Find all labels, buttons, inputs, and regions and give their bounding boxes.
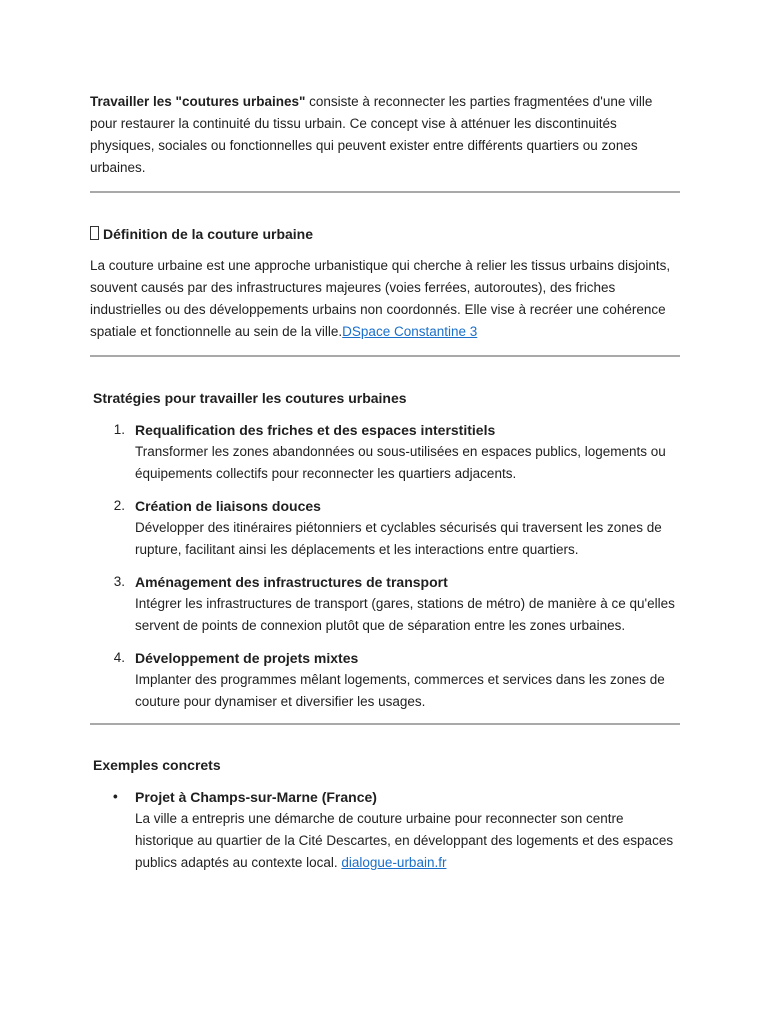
intro-text: consiste à reconnecter les parties fragmentées d'une ville pour restaurer la continuité du tissu urbain. Ce concept vise à atténuer les discontinuités physiques, sociales ou fonctionnelles qui peuvent exister entre différents quartiers ou zones urbaines. bbox=[90, 94, 653, 175]
list-number: 3. bbox=[113, 574, 125, 589]
list-item bbox=[90, 419, 680, 485]
list-item bbox=[90, 786, 680, 874]
section-divider-2 bbox=[90, 355, 680, 357]
strategy-title: Requalification des friches et des espaces interstitiels bbox=[135, 422, 496, 438]
strategy-text: Développer des itinéraires piétonniers et cyclables sécurisés qui traversent les zones de rupture, facilitant ainsi les déplacements et les interactions entre quartiers. bbox=[135, 520, 662, 557]
list-number: 2. bbox=[113, 498, 125, 513]
example-title: Projet à Champs-sur-Marne (France) bbox=[135, 789, 377, 805]
intro-paragraph bbox=[90, 91, 680, 179]
list-number: 4. bbox=[113, 650, 125, 665]
section-divider-1 bbox=[90, 191, 680, 193]
examples-heading: Exemples concrets bbox=[93, 757, 221, 773]
strategies-list bbox=[90, 419, 680, 713]
dspace-constantine-link[interactable]: DSpace Constantine 3 bbox=[342, 324, 478, 339]
list-item bbox=[90, 571, 680, 637]
strategy-title: Aménagement des infrastructures de transport bbox=[135, 574, 448, 590]
intro-bold-lead: Travailler les "coutures urbaines" bbox=[90, 94, 306, 109]
list-item bbox=[90, 647, 680, 713]
definition-heading bbox=[90, 223, 680, 245]
document-content bbox=[90, 91, 680, 884]
definition-paragraph bbox=[90, 255, 680, 343]
strategies-heading: Stratégies pour travailler les coutures urbaines bbox=[93, 390, 407, 406]
strategy-text: Transformer les zones abandonnées ou sous-utilisées en espaces publics, logements ou équipements collectifs pour reconnecter les quartiers adjacents. bbox=[135, 444, 666, 481]
bullet-marker: • bbox=[113, 789, 118, 804]
missing-glyph-icon bbox=[90, 226, 99, 240]
list-number: 1. bbox=[113, 422, 125, 437]
examples-list bbox=[90, 786, 680, 874]
strategy-title: Développement de projets mixtes bbox=[135, 650, 359, 666]
strategy-title: Création de liaisons douces bbox=[135, 498, 321, 514]
example-text: La ville a entrepris une démarche de couture urbaine pour reconnecter son centre historique au quartier de la Cité Descartes, en développant des logements et des espaces publics adaptés au contexte local. bbox=[135, 811, 674, 870]
list-item bbox=[90, 495, 680, 561]
strategy-text: Intégrer les infrastructures de transport (gares, stations de métro) de manière à ce qu'elles servent de points de connexion plutôt que de séparation entre les zones urbaines. bbox=[135, 596, 675, 633]
definition-text: La couture urbaine est une approche urbanistique qui cherche à relier les tissus urbains disjoints, souvent causés par des infrastructures majeures (voies ferrées, autoroutes), des friches industrielles ou des développements urbains non coordonnés. Elle vise à recréer une cohérence spatiale et fonctionnelle au sein de la ville. bbox=[90, 258, 671, 339]
example-paragraph bbox=[135, 808, 680, 874]
strategy-text: Implanter des programmes mêlant logements, commerces et services dans les zones de couture pour dynamiser et diversifier les usages. bbox=[135, 672, 665, 709]
definition-heading-text: Définition de la couture urbaine bbox=[103, 226, 314, 242]
dialogue-urbain-link[interactable]: dialogue-urbain.fr bbox=[341, 855, 447, 870]
section-divider-3 bbox=[90, 723, 680, 725]
